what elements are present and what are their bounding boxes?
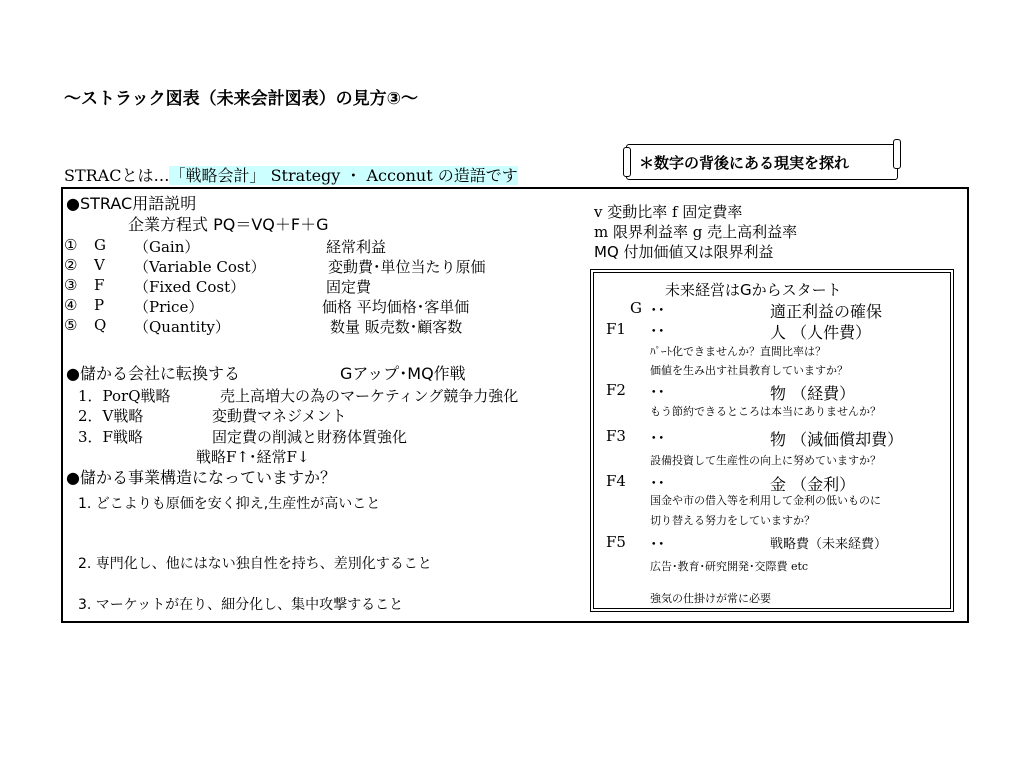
- strategy-row: [78, 385, 519, 406]
- item-label: 物 （減価償却費）: [770, 430, 904, 449]
- item-note: もう節約できるところは本当にありませんか？: [650, 405, 881, 418]
- term-japanese: 変動費･単位当たり原価: [328, 258, 486, 276]
- item-dots: ･･: [650, 535, 666, 553]
- strategy-desc: 売上高増大の為のマーケティング競争力強化: [220, 387, 519, 405]
- term-row: [64, 236, 387, 256]
- strategy-name: 2．V戦略: [78, 407, 144, 425]
- term-row: [64, 316, 463, 336]
- term-num: ②: [64, 256, 78, 274]
- section-subheading: Gアップ･MQ作戦: [340, 364, 466, 383]
- term-english: （Price）: [134, 298, 204, 316]
- term-row: [64, 276, 372, 296]
- intro-prefix: STRACとは…: [64, 166, 170, 185]
- item-note: 価値を生み出す社員教育していますか？: [650, 364, 848, 377]
- mq-line: MQ 付加価値又は限界利益: [594, 243, 774, 261]
- item-dots: ･･: [650, 383, 666, 401]
- term-symbol: V: [94, 256, 105, 274]
- scroll-curl-left: [623, 147, 631, 177]
- term-english: （Gain）: [134, 238, 200, 256]
- strategy-desc: 固定費の削減と財務体質強化: [212, 428, 408, 446]
- item-note: 強気の仕掛けが常に必要: [650, 592, 771, 605]
- strategy-name: 3．F戦略: [78, 428, 143, 446]
- term-row: [64, 296, 470, 316]
- scroll-curl-right: [893, 139, 901, 169]
- section-heading-terms: ●STRAC用語説明: [66, 194, 197, 213]
- section-heading-convert: ●儲かる会社に転換する: [66, 364, 240, 383]
- rates-line: m 限界利益率 g 売上高利益率: [594, 223, 798, 241]
- item-key: F3: [606, 427, 626, 445]
- equation: 企業方程式 PQ＝VQ＋F＋G: [128, 215, 329, 234]
- strategy-name: 1．PorQ戦略: [78, 387, 171, 405]
- rates-line: v 変動比率 f 固定費率: [594, 203, 743, 221]
- item-dots: ･･: [650, 429, 666, 447]
- item-key: F2: [606, 381, 626, 399]
- item-dots: ･･: [650, 301, 666, 319]
- item-key: G: [630, 299, 642, 317]
- item-dots: ･･: [650, 322, 666, 340]
- item-note: 切り替える努力をしていますか？: [650, 514, 815, 527]
- term-japanese: 経常利益: [326, 238, 387, 256]
- callout-scroll: [626, 144, 898, 180]
- intro-line: [64, 163, 518, 186]
- term-row: [64, 256, 486, 276]
- structure-point: 2. 専門化し、他にはない独自性を持ち、差別化すること: [78, 556, 432, 572]
- item-dots: ･･: [650, 474, 666, 492]
- strategy-desc: 変動費マネジメント: [212, 407, 347, 425]
- term-japanese: 価格 平均価格･客単価: [322, 298, 470, 316]
- term-english: （Quantity）: [134, 318, 230, 336]
- term-num: ⑤: [64, 316, 78, 334]
- structure-point: 1. どこよりも原価を安く抑え,生産性が高いこと: [78, 496, 381, 512]
- term-japanese: 数量 販売数･顧客数: [330, 318, 463, 336]
- term-english: （Fixed Cost）: [134, 278, 246, 296]
- term-japanese: 固定費: [326, 278, 372, 296]
- intro-highlight: 「戦略会計」 Strategy ・ Acconut の造語です: [169, 166, 518, 185]
- term-symbol: G: [94, 236, 106, 254]
- term-symbol: P: [94, 296, 105, 314]
- term-num: ③: [64, 276, 78, 294]
- strategy-row: [78, 405, 347, 426]
- callout-text: ＊数字の背後にある現実を探れ: [639, 154, 850, 172]
- item-note: 国金や市の借入等を利用して金利の低いものに: [650, 494, 881, 507]
- structure-point: 3. マーケットが在り、細分化し、集中攻撃すること: [78, 597, 404, 613]
- item-label: 物 （経費）: [770, 384, 856, 403]
- term-symbol: F: [94, 276, 105, 294]
- box-title: 未来経営はGからスタート: [665, 281, 842, 299]
- term-english: （Variable Cost）: [134, 258, 266, 276]
- strategy-note: 戦略F↑･経常F↓: [196, 448, 310, 466]
- term-num: ④: [64, 296, 78, 314]
- item-label: 戦略費（未来経費）: [770, 537, 888, 552]
- term-num: ①: [64, 236, 78, 254]
- item-label: 金 （金利）: [770, 475, 856, 494]
- item-key: F4: [606, 472, 626, 490]
- item-note: ﾊﾟｰﾄ化できませんか？直間比率は？: [650, 345, 826, 358]
- term-symbol: Q: [94, 316, 107, 334]
- item-note: 設備投資して生産性の向上に努めていますか？: [650, 454, 881, 467]
- item-key: F1: [606, 320, 626, 338]
- item-label: 適正利益の確保: [770, 302, 883, 321]
- item-note: 広告･教育･研究開発･交際費 etc: [650, 560, 809, 573]
- page-title: ～ストラック図表（未来会計図表）の見方③～: [64, 89, 419, 109]
- item-key: F5: [606, 533, 626, 551]
- section-heading-structure: ●儲かる事業構造になっていますか？: [66, 468, 336, 487]
- item-label: 人 （人件費）: [770, 323, 872, 342]
- strategy-row: [78, 426, 408, 447]
